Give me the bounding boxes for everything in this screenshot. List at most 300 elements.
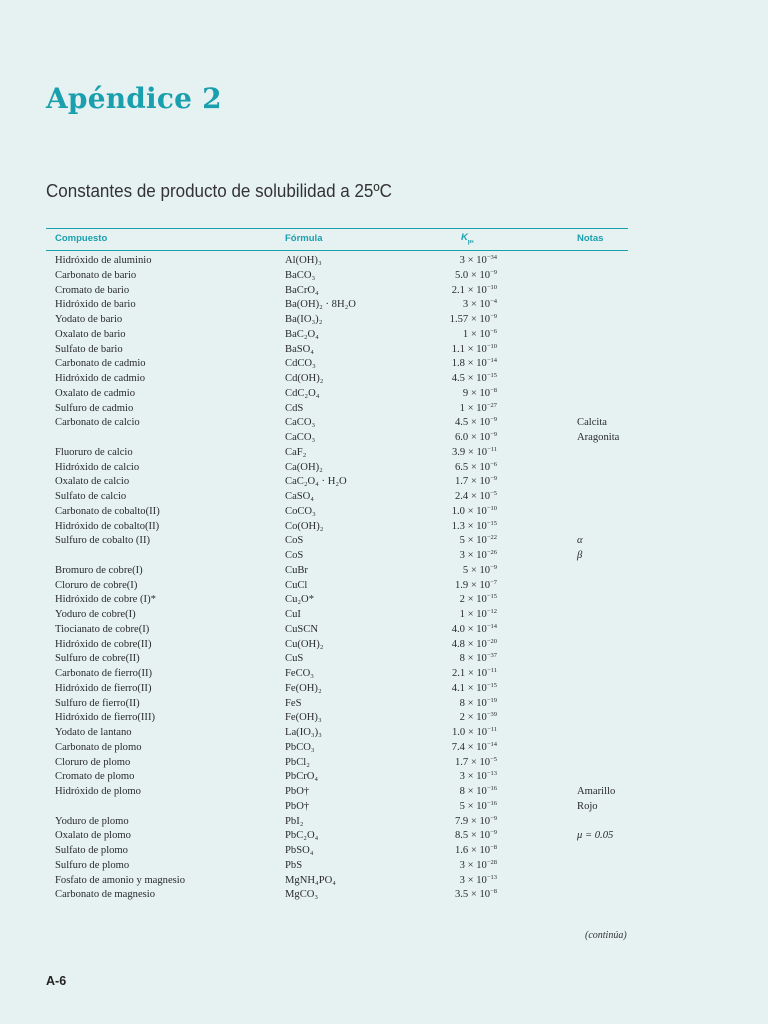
ksp-exponent: −28: [486, 858, 497, 866]
formula: PbO†: [285, 800, 310, 812]
ksp-value: [455, 431, 497, 446]
ksp-times-ten: × 10: [464, 520, 487, 532]
ksp-value: [460, 697, 497, 712]
table-row: [46, 387, 628, 402]
table-row: [46, 284, 628, 299]
note: β: [577, 550, 583, 561]
ksp-exponent: −15: [486, 519, 497, 527]
ksp-times-ten: × 10: [468, 845, 491, 856]
ksp-exponent: −15: [486, 593, 497, 601]
ksp-exponent: −13: [486, 770, 497, 778]
ksp-times-ten: × 10: [465, 446, 488, 458]
table-row: [46, 829, 628, 844]
ksp-times-ten: × 10: [464, 402, 487, 414]
ksp-times-ten: × 10: [464, 594, 487, 606]
ksp-exponent: −39: [486, 711, 497, 719]
ksp-value: [452, 520, 497, 535]
ksp-mantissa: 4.5: [454, 417, 469, 429]
ksp-times-ten: × 10: [464, 609, 487, 620]
compound-name: Cloruro de plomo: [55, 756, 131, 768]
table-row: [46, 298, 628, 313]
ksp-value: [452, 623, 497, 638]
note: Rojo: [577, 800, 598, 812]
ksp-mantissa: 3: [462, 299, 469, 311]
ksp-mantissa: 3: [459, 771, 465, 783]
ksp-exponent: −10: [486, 504, 497, 512]
formula: CaSO₄: [285, 491, 315, 502]
ksp-exponent: −4: [490, 298, 497, 306]
formula: FeCO₃: [285, 668, 315, 679]
table-row: [46, 357, 628, 372]
header-ksp-subscript: ps: [467, 239, 474, 246]
table-row: [46, 623, 628, 638]
table-row: [46, 431, 628, 446]
formula: BaCO₃: [285, 269, 316, 281]
formula: MgNH₄PO₄: [285, 874, 336, 886]
ksp-mantissa: 1.0: [451, 727, 466, 738]
formula: CdS: [285, 402, 304, 414]
table-row: [46, 313, 628, 328]
compound-name: Hidróxido de fierro(II): [55, 682, 152, 694]
ksp-exponent: −15: [486, 681, 497, 689]
compound-name: Yodato de lantano: [55, 727, 132, 738]
ksp-exponent: −13: [486, 873, 497, 881]
ksp-times-ten: × 10: [468, 432, 491, 443]
page-title: Apéndice 2: [46, 82, 222, 115]
compound-name: Sulfato de bario: [55, 343, 123, 355]
formula: Ba(IO₃)₂: [285, 314, 323, 325]
ksp-value: [460, 608, 497, 623]
table-header: [46, 228, 628, 251]
ksp-exponent: −5: [490, 490, 497, 497]
ksp-mantissa: 2.4: [454, 491, 469, 502]
ksp-value: [460, 402, 497, 417]
compound-name: Sulfato de calcio: [55, 491, 127, 502]
ksp-value: [455, 461, 497, 476]
ksp-value: [460, 534, 497, 549]
note: Calcita: [577, 417, 608, 429]
table-row: [46, 505, 628, 520]
ksp-value: [452, 343, 497, 358]
ksp-mantissa: 8: [459, 697, 465, 709]
ksp-mantissa: 2: [459, 594, 465, 606]
table-row: [46, 461, 628, 476]
header-ksp-symbol: K: [461, 232, 468, 243]
compound-name: Hidróxido de fierro(III): [55, 712, 156, 724]
ksp-value: [460, 859, 497, 874]
ksp-exponent: −16: [486, 785, 497, 792]
compound-name: Sulfato de plomo: [55, 845, 128, 856]
ksp-value: [460, 874, 497, 889]
ksp-exponent: −6: [490, 327, 497, 335]
formula: Al(OH)₃: [285, 255, 322, 266]
table-row: [46, 446, 628, 461]
ksp-times-ten: × 10: [468, 815, 491, 827]
compound-name: Oxalato de calcio: [55, 476, 130, 488]
compound-name: Hidróxido de calcio: [55, 461, 140, 473]
ksp-exponent: −11: [487, 445, 497, 453]
ksp-mantissa: 1.7: [454, 476, 469, 488]
ksp-mantissa: 1.1: [451, 343, 465, 355]
table-row: [46, 564, 628, 579]
table-row: [46, 652, 628, 667]
compound-name: Fluoruro de calcio: [55, 446, 133, 458]
ksp-value: [455, 756, 497, 771]
compound-name: Fosfato de amonio y magnesio: [55, 874, 186, 886]
ksp-times-ten: × 10: [464, 712, 487, 724]
table-body: [46, 254, 628, 903]
ksp-times-ten: × 10: [465, 668, 488, 679]
compound-name: Oxalato de bario: [55, 328, 126, 340]
ksp-value: [460, 770, 497, 785]
ksp-value: [452, 284, 497, 299]
compound-name: Carbonato de plomo: [55, 741, 142, 753]
header-compound: Compuesto: [55, 233, 108, 244]
table-row: [46, 269, 628, 284]
ksp-times-ten: × 10: [464, 284, 487, 296]
table-row: [46, 741, 628, 756]
formula: Fe(OH)₃: [285, 712, 322, 724]
ksp-exponent: −7: [490, 578, 497, 586]
ksp-mantissa: 5.0: [454, 269, 469, 281]
formula: BaCrO₄: [285, 284, 319, 296]
ksp-value: [463, 564, 497, 579]
formula: PbCO₃: [285, 741, 315, 753]
ksp-exponent: −14: [486, 622, 497, 630]
compound-name: Yoduro de cobre(I): [55, 609, 136, 620]
ksp-times-ten: × 10: [468, 579, 491, 591]
ksp-exponent: −8: [490, 386, 497, 394]
formula: CuSCN: [285, 623, 318, 635]
ksp-exponent: −9: [490, 431, 497, 438]
formula: CoS: [285, 535, 304, 547]
ksp-times-ten: × 10: [464, 741, 487, 753]
formula: Ca(OH)₂: [285, 461, 323, 473]
ksp-exponent: −9: [490, 313, 497, 320]
ksp-times-ten: × 10: [464, 505, 487, 517]
compound-name: Sulfuro de plomo: [55, 859, 130, 871]
table-row: [46, 888, 628, 903]
ksp-mantissa: 1.6: [454, 845, 469, 856]
table-row: [46, 520, 628, 535]
note: α: [577, 535, 583, 547]
page-number: A-6: [46, 974, 67, 988]
ksp-times-ten: × 10: [464, 638, 487, 650]
ksp-exponent: −16: [486, 799, 497, 807]
ksp-times-ten: × 10: [464, 623, 487, 635]
compound-name: Carbonato de cobalto(II): [55, 505, 160, 517]
header-ksp: [461, 232, 474, 245]
ksp-times-ten: × 10: [465, 727, 488, 738]
ksp-value: [452, 372, 497, 387]
ksp-times-ten: × 10: [464, 697, 487, 709]
ksp-exponent: −9: [490, 814, 497, 822]
formula: CuI: [285, 609, 301, 620]
ksp-value: [455, 888, 497, 903]
ksp-times-ten: × 10: [464, 358, 487, 370]
ksp-value: [460, 549, 497, 564]
ksp-value: [455, 269, 497, 284]
table-row: [46, 372, 628, 387]
ksp-value: [452, 682, 497, 697]
ksp-value: [455, 579, 497, 594]
ksp-mantissa: 3: [459, 550, 465, 561]
table-row: [46, 328, 628, 343]
ksp-times-ten: × 10: [464, 874, 487, 886]
compound-name: Carbonato de cadmio: [55, 358, 146, 370]
ksp-times-ten: × 10: [468, 491, 491, 502]
formula: BaC₂O₄: [285, 328, 319, 340]
ksp-exponent: −37: [486, 652, 497, 660]
ksp-exponent: −9: [490, 416, 497, 424]
ksp-times-ten: × 10: [468, 564, 491, 576]
compound-name: Cromato de bario: [55, 284, 130, 296]
formula: CaCO₃: [285, 417, 316, 429]
table-row: [46, 859, 628, 874]
ksp-mantissa: 8: [459, 653, 465, 665]
ksp-mantissa: 7.9: [454, 815, 469, 827]
table-row: [46, 682, 628, 697]
table-row: [46, 770, 628, 785]
compound-name: Hidróxido de plomo: [55, 786, 141, 797]
ksp-times-ten: × 10: [464, 535, 487, 547]
ksp-times-ten: × 10: [464, 682, 487, 694]
formula: CuS: [285, 653, 304, 665]
ksp-mantissa: 4.1: [451, 682, 465, 694]
formula: PbS: [285, 859, 303, 871]
table-row: [46, 593, 628, 608]
ksp-times-ten: × 10: [464, 771, 487, 783]
ksp-value: [460, 652, 497, 667]
ksp-mantissa: 1.0: [451, 505, 465, 517]
ksp-value: [455, 416, 497, 431]
ksp-mantissa: 2: [459, 712, 465, 724]
ksp-times-ten: × 10: [468, 476, 491, 488]
formula: FeS: [285, 697, 302, 709]
ksp-exponent: −20: [486, 637, 497, 645]
table-row: [46, 844, 628, 859]
formula: CaF₂: [285, 446, 307, 458]
ksp-mantissa: 1.9: [454, 579, 469, 591]
ksp-times-ten: × 10: [468, 756, 491, 768]
note: Amarillo: [577, 786, 616, 797]
ksp-times-ten: × 10: [464, 343, 487, 355]
ksp-mantissa: 3.9: [451, 446, 466, 458]
ksp-exponent: −22: [486, 534, 497, 542]
compound-name: Hidróxido de cobre (I)*: [55, 594, 156, 606]
solubility-table: [46, 228, 628, 901]
ksp-exponent: −27: [486, 401, 497, 409]
header-formula: Fórmula: [285, 233, 323, 244]
compound-name: Cloruro de cobre(I): [55, 579, 138, 591]
ksp-value: [463, 387, 497, 402]
ksp-mantissa: 4.0: [451, 623, 465, 635]
ksp-mantissa: 4.8: [451, 638, 465, 650]
ksp-mantissa: 5: [462, 564, 469, 576]
ksp-mantissa: 2.1: [451, 284, 465, 296]
ksp-value: [452, 446, 497, 461]
table-row: [46, 815, 628, 830]
compound-name: Bromuro de cobre(I): [55, 564, 143, 576]
compound-name: Yodato de bario: [55, 314, 123, 325]
note: μ = 0.05: [577, 830, 614, 842]
ksp-mantissa: 5: [459, 535, 465, 547]
formula: BaSO₄: [285, 343, 315, 355]
ksp-exponent: −9: [490, 268, 497, 276]
formula: CoS: [285, 550, 304, 561]
formula: PbO†: [285, 786, 310, 797]
formula: Ba(OH)₂ · 8H₂O: [285, 299, 356, 311]
ksp-value: [460, 254, 497, 269]
ksp-value: [452, 741, 497, 756]
ksp-mantissa: 2.1: [451, 668, 466, 679]
ksp-times-ten: × 10: [468, 299, 491, 311]
ksp-mantissa: 1.8: [451, 358, 465, 370]
ksp-mantissa: 9: [462, 387, 469, 399]
compound-name: Yoduro de plomo: [55, 815, 129, 827]
table-row: [46, 343, 628, 358]
ksp-mantissa: 8: [459, 786, 465, 797]
ksp-exponent: −9: [490, 563, 497, 571]
ksp-times-ten: × 10: [468, 889, 491, 901]
formula: PbI₂: [285, 815, 304, 827]
ksp-value: [455, 490, 497, 505]
ksp-exponent: −10: [486, 283, 497, 291]
continued-note: (continúa): [585, 930, 627, 941]
compound-name: Oxalato de cadmio: [55, 387, 136, 399]
ksp-mantissa: 1: [459, 609, 465, 620]
ksp-times-ten: × 10: [468, 328, 491, 340]
ksp-value: [455, 844, 497, 859]
ksp-exponent: −8: [490, 844, 497, 851]
table-row: [46, 475, 628, 490]
compound-name: Carbonato de bario: [55, 269, 137, 281]
table-row: [46, 800, 628, 815]
table-row: [46, 711, 628, 726]
formula: Cd(OH)₂: [285, 373, 324, 384]
table-row: [46, 667, 628, 682]
formula: Cu(OH)₂: [285, 638, 324, 650]
ksp-mantissa: 1: [462, 328, 469, 340]
ksp-mantissa: 6.5: [454, 461, 469, 473]
ksp-value: [455, 815, 497, 830]
ksp-value: [452, 505, 497, 520]
table-row: [46, 726, 628, 741]
ksp-times-ten: × 10: [464, 653, 487, 665]
ksp-exponent: −11: [487, 726, 497, 733]
formula: PbCl₂: [285, 756, 310, 768]
ksp-exponent: −8: [490, 888, 497, 896]
compound-name: Sulfuro de cobre(II): [55, 653, 140, 665]
ksp-times-ten: × 10: [468, 830, 491, 842]
formula: CaC₂O₄ · H₂O: [285, 476, 347, 488]
ksp-value: [452, 638, 497, 653]
ksp-value: [455, 475, 497, 490]
formula: PbSO₄: [285, 845, 314, 856]
ksp-mantissa: 3.5: [454, 889, 469, 901]
table-row: [46, 874, 628, 889]
table-row: [46, 785, 628, 800]
ksp-exponent: −34: [486, 254, 497, 261]
compound-name: Hidróxido de aluminio: [55, 255, 152, 266]
compound-name: Tiocianato de cobre(I): [55, 623, 150, 635]
ksp-mantissa: 3: [459, 859, 465, 871]
compound-name: Sulfuro de cadmio: [55, 402, 134, 414]
ksp-value: [452, 726, 497, 741]
ksp-times-ten: × 10: [468, 417, 491, 429]
formula: PbC₂O₄: [285, 830, 319, 842]
ksp-times-ten: × 10: [464, 255, 487, 266]
ksp-mantissa: 3: [459, 255, 465, 266]
ksp-exponent: −15: [486, 372, 497, 379]
table-row: [46, 638, 628, 653]
table-row: [46, 756, 628, 771]
formula: PbCrO₄: [285, 771, 319, 783]
ksp-mantissa: 1.7: [454, 756, 469, 768]
ksp-exponent: −12: [486, 608, 497, 615]
ksp-exponent: −11: [487, 667, 497, 674]
ksp-exponent: −10: [486, 342, 497, 350]
ksp-value: [452, 667, 497, 682]
formula: MgCO₃: [285, 889, 319, 901]
ksp-exponent: −14: [486, 740, 497, 748]
compound-name: Hidróxido de cobre(II): [55, 638, 152, 650]
formula: CaCO₃: [285, 432, 316, 443]
ksp-mantissa: 3: [459, 874, 465, 886]
compound-name: Carbonato de magnesio: [55, 889, 156, 901]
formula: CuBr: [285, 564, 308, 576]
table-row: [46, 697, 628, 712]
formula: La(IO₃)₃: [285, 727, 322, 738]
ksp-value: [460, 785, 497, 800]
compound-name: Hidróxido de cobalto(II): [55, 520, 160, 532]
ksp-value: [452, 357, 497, 372]
table-row: [46, 534, 628, 549]
ksp-exponent: −6: [490, 460, 497, 468]
ksp-value: [460, 711, 497, 726]
compound-name: Carbonato de fierro(II): [55, 668, 153, 679]
formula: Fe(OH)₂: [285, 682, 322, 694]
ksp-times-ten: × 10: [464, 859, 487, 871]
ksp-exponent: −9: [490, 475, 497, 483]
table-row: [46, 490, 628, 505]
table-caption: Constantes de producto de solubilidad a 25ºC: [46, 180, 392, 201]
compound-name: Cromato de plomo: [55, 771, 135, 783]
ksp-mantissa: 1: [459, 402, 465, 414]
formula: CdCO₃: [285, 358, 316, 370]
ksp-times-ten: × 10: [464, 800, 487, 812]
ksp-exponent: −5: [490, 755, 497, 763]
ksp-mantissa: 7.4: [451, 741, 465, 753]
ksp-value: [460, 800, 497, 815]
ksp-exponent: −14: [486, 357, 497, 365]
ksp-times-ten: × 10: [468, 387, 491, 399]
compound-name: Carbonato de calcio: [55, 417, 140, 429]
compound-name: Sulfuro de cobalto (II): [55, 535, 151, 547]
ksp-times-ten: × 10: [464, 550, 487, 561]
ksp-value: [463, 328, 497, 343]
ksp-mantissa: 6.0: [454, 432, 469, 443]
ksp-value: [450, 313, 497, 328]
ksp-times-ten: × 10: [468, 314, 491, 325]
ksp-mantissa: 5: [459, 800, 465, 812]
formula: Cu₂O*: [285, 594, 315, 606]
formula: Co(OH)₂: [285, 520, 324, 532]
ksp-times-ten: × 10: [464, 373, 487, 384]
ksp-mantissa: 1.57: [449, 314, 469, 325]
ksp-value: [463, 298, 497, 313]
ksp-times-ten: × 10: [464, 786, 487, 797]
